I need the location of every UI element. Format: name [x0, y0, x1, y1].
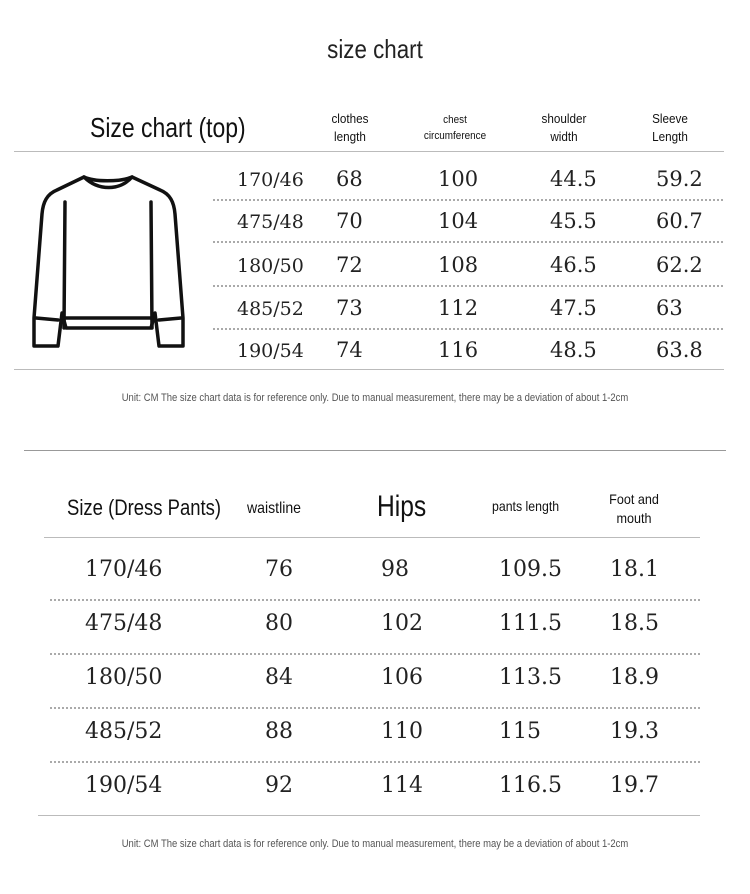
- bottom-border: [14, 369, 724, 370]
- foot-mouth-cell: 19.7: [610, 773, 659, 798]
- pants-table-note: Unit: CM The size chart data is for reference only. Due to manual measurement, there may be a deviation of about 1-2cm: [121, 838, 629, 850]
- page-title: size chart: [327, 34, 423, 64]
- pants-length-cell: 109.5: [499, 557, 562, 582]
- header-divider: [14, 151, 724, 152]
- clothes-length-cell: 73: [336, 296, 363, 320]
- row-divider: [50, 653, 700, 655]
- size-cell: 170/46: [85, 557, 163, 582]
- sweatshirt-icon: [28, 168, 190, 354]
- foot-mouth-cell: 18.1: [610, 557, 659, 582]
- row-divider: [50, 761, 700, 763]
- row-divider: [50, 707, 700, 709]
- waistline-cell: 80: [265, 611, 293, 636]
- hips-cell: 114: [381, 773, 423, 798]
- size-cell: 190/54: [237, 340, 304, 362]
- pants-table-title: Size (Dress Pants): [67, 495, 222, 520]
- size-cell: 485/52: [85, 719, 163, 744]
- sleeve-cell: 59.2: [656, 167, 703, 191]
- size-cell: 190/54: [85, 773, 163, 798]
- clothes-length-cell: 68: [336, 167, 363, 191]
- clothes-length-cell: 70: [336, 209, 363, 233]
- size-cell: 170/46: [237, 169, 304, 191]
- shoulder-cell: 48.5: [550, 338, 597, 362]
- header-clothes-length: clothes length: [331, 111, 369, 144]
- waistline-cell: 76: [265, 557, 293, 582]
- waistline-cell: 88: [265, 719, 293, 744]
- shoulder-cell: 47.5: [550, 296, 597, 320]
- size-cell: 485/52: [237, 298, 304, 320]
- section-separator: [24, 450, 726, 451]
- size-cell: 475/48: [85, 611, 163, 636]
- header-waistline: waistline: [247, 500, 301, 517]
- pants-length-cell: 111.5: [499, 611, 562, 636]
- hips-cell: 110: [381, 719, 423, 744]
- header-sleeve-length: Sleeve Length: [652, 111, 688, 144]
- row-divider: [213, 285, 723, 287]
- pants-length-cell: 115: [499, 719, 541, 744]
- foot-mouth-cell: 18.5: [610, 611, 659, 636]
- size-cell: 475/48: [237, 211, 304, 233]
- top-table-title: Size chart (top): [90, 112, 246, 143]
- chest-cell: 104: [438, 209, 479, 233]
- sleeve-cell: 63: [656, 296, 683, 320]
- waistline-cell: 92: [265, 773, 293, 798]
- header-chest-circumference: chest circumference: [423, 114, 487, 142]
- shoulder-cell: 44.5: [550, 167, 597, 191]
- clothes-length-cell: 74: [336, 338, 363, 362]
- header-pants-length: pants length: [492, 498, 560, 514]
- row-divider: [213, 199, 723, 201]
- shoulder-cell: 46.5: [550, 253, 597, 277]
- sleeve-cell: 60.7: [656, 209, 703, 233]
- chest-cell: 112: [438, 296, 479, 320]
- chest-cell: 116: [438, 338, 479, 362]
- sleeve-cell: 63.8: [656, 338, 703, 362]
- foot-mouth-cell: 19.3: [610, 719, 659, 744]
- waistline-cell: 84: [265, 665, 293, 690]
- pants-length-cell: 116.5: [499, 773, 562, 798]
- header-shoulder-width: shoulder width: [541, 111, 587, 144]
- chest-cell: 108: [438, 253, 479, 277]
- hips-cell: 102: [381, 611, 423, 636]
- sleeve-cell: 62.2: [656, 253, 703, 277]
- row-divider: [213, 241, 723, 243]
- hips-cell: 98: [381, 557, 409, 582]
- size-cell: 180/50: [237, 255, 304, 277]
- pants-length-cell: 113.5: [499, 665, 562, 690]
- chest-cell: 100: [438, 167, 479, 191]
- pants-bottom-border: [38, 815, 700, 816]
- pants-header-divider: [44, 537, 700, 538]
- size-cell: 180/50: [85, 665, 163, 690]
- hips-cell: 106: [381, 665, 423, 690]
- header-hips: Hips: [377, 490, 427, 523]
- clothes-length-cell: 72: [336, 253, 363, 277]
- row-divider: [50, 599, 700, 601]
- row-divider: [213, 328, 723, 330]
- header-foot-and-mouth: Foot and mouth: [609, 491, 659, 526]
- foot-mouth-cell: 18.9: [610, 665, 659, 690]
- shoulder-cell: 45.5: [550, 209, 597, 233]
- top-table-note: Unit: CM The size chart data is for reference only. Due to manual measurement, there may be a deviation of about 1-2cm: [121, 392, 629, 404]
